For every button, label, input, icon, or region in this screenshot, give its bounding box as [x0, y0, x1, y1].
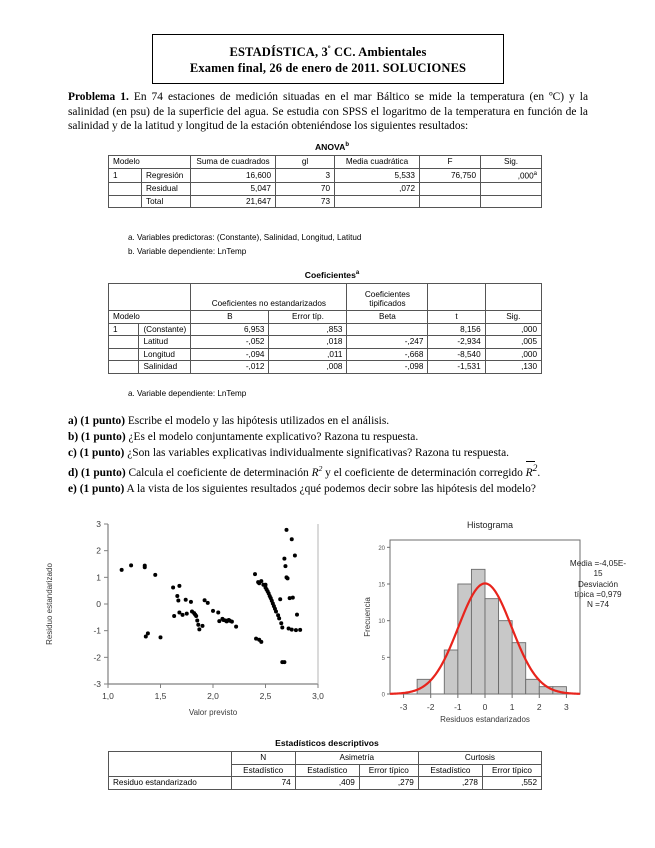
coeficientes-row-t: -1,531 [428, 361, 485, 374]
scatter-y-ticks [93, 519, 108, 689]
coeficientes-table-head [109, 284, 542, 324]
descriptivos-table [108, 751, 542, 790]
svg-text:5: 5 [381, 655, 385, 662]
histogram-plot [340, 512, 652, 727]
svg-text:15: 15 [378, 582, 385, 589]
anova-row-ss: 21,647 [191, 195, 276, 208]
coeficientes-caption [277, 270, 387, 280]
descriptivos-header-group-n: N [231, 752, 295, 765]
coeficientes-caption-text: Coeficientes [304, 270, 356, 280]
question-d-text: Calcula el coeficiente de determinación [125, 467, 312, 480]
coeficientes-row-beta: -,668 [347, 348, 428, 361]
coeficientes-header-sig: Sig. [485, 311, 541, 324]
exam-title-course: ESTADÍSTICA, 3 [229, 45, 328, 60]
question-e-text: A la vista de los siguientes resultados ¿qué podemos decir sobre las hipótesis del modelo? [124, 483, 536, 496]
anova-row-df: 73 [276, 195, 335, 208]
svg-text:1,0: 1,0 [102, 691, 114, 701]
r-squared-symbol: $R^2$ [311, 464, 323, 480]
anova-caption-superscript: b [345, 142, 350, 149]
annotation-tipica: típica =0,979 [574, 590, 622, 599]
r-squared-adjusted-symbol: $R^2$ [525, 464, 538, 480]
question-d-text2: y el coeficiente de determinación corregido [322, 467, 526, 480]
coeficientes-row-sig: ,000 [485, 323, 541, 336]
questions-list [68, 414, 589, 498]
descriptivos-row-name: Residuo estandarizado [109, 777, 232, 790]
coeficientes-row-se: ,008 [269, 361, 347, 374]
anova-row-source: Regresión [142, 168, 191, 182]
scatter-data-points [120, 528, 303, 664]
svg-text:-3: -3 [93, 679, 101, 689]
anova-footnote-b: b. Variable dependiente: LnTemp [128, 247, 247, 256]
anova-row-ms: ,072 [335, 182, 420, 195]
coeficientes-row-beta: -,247 [347, 336, 428, 349]
coeficientes-model-spacer [109, 336, 139, 349]
coeficientes-header-group-no-estandarizados: Coeficientes no estandarizados [191, 284, 347, 311]
anova-row-source: Total [142, 195, 191, 208]
svg-text:2,0: 2,0 [207, 691, 219, 701]
anova-model-spacer [109, 195, 142, 208]
question-e-points: (1 punto) [79, 483, 125, 496]
question-c [68, 446, 589, 461]
anova-table-head [109, 156, 542, 169]
question-b-id: b) [68, 431, 79, 444]
anova-row-source: Residual [142, 182, 191, 195]
question-c-points: (1 punto) [79, 447, 125, 460]
question-a-points: (1 punto) [80, 415, 125, 427]
question-c-id: c) [68, 447, 77, 460]
descriptivos-row-curtosis-err: ,552 [482, 777, 541, 790]
descriptivos-group-row [109, 752, 542, 765]
coeficientes-header-blank-sig [485, 284, 541, 311]
descriptivos-table-head [109, 752, 542, 777]
coeficientes-row-name: (Constante) [139, 323, 191, 336]
svg-text:10: 10 [378, 619, 385, 626]
ordinal-superscript: º [327, 44, 331, 53]
scatter-axes [108, 524, 318, 684]
coeficientes-header-row [109, 311, 542, 324]
coeficientes-row-t: -8,540 [428, 348, 485, 361]
coeficientes-row-name: Longitud [139, 348, 191, 361]
anova-header-sig: Sig. [481, 156, 542, 169]
anova-header-suma-cuadrados: Suma de cuadrados [191, 156, 276, 169]
histogram-title: Histograma [466, 520, 514, 530]
problem-statement [68, 90, 588, 134]
anova-header-gl: gl [276, 156, 335, 169]
scatter-plot [30, 512, 340, 727]
annotation-desviacion: Desviación [577, 580, 619, 589]
annotation-media: Media =-4,05E- [569, 559, 627, 568]
svg-text:3: 3 [96, 519, 101, 529]
anova-row-f [420, 195, 481, 208]
svg-text:20: 20 [378, 545, 385, 552]
coeficientes-row-sig: ,005 [485, 336, 541, 349]
anova-model-spacer [109, 182, 142, 195]
coeficientes-header-beta: Beta [347, 311, 428, 324]
coeficientes-row-t: 8,156 [428, 323, 485, 336]
coeficientes-header-group-tipificados: Coeficientes tipificados [347, 284, 428, 311]
anova-table-body [109, 168, 542, 208]
coeficientes-header-blank-t [428, 284, 485, 311]
anova-model-number: 1 [109, 168, 142, 182]
descriptivos-subheader-asimetria-error: Error típico [359, 764, 418, 777]
question-d-text3: . [537, 467, 541, 480]
table-row [109, 348, 542, 361]
anova-header-row [109, 156, 542, 169]
table-row [109, 168, 542, 182]
coeficientes-row-se: ,011 [269, 348, 347, 361]
scatter-y-axis-label: Residuo estandarizado [45, 563, 54, 645]
svg-text:2: 2 [536, 702, 542, 712]
anova-row-sig-superscript: a [533, 170, 537, 177]
svg-text:-1: -1 [454, 702, 462, 712]
anova-row-ms: 5,533 [335, 168, 420, 182]
scatter-x-axis-label: Valor previsto [188, 708, 238, 717]
descriptivos-subheader-curtosis-estadistico: Estadístico [418, 764, 482, 777]
table-row [109, 195, 542, 208]
coeficientes-row-beta [347, 323, 428, 336]
question-a-text: Escribe el modelo y las hipótesis utilizados en el análisis. [124, 415, 390, 427]
svg-text:-3: -3 [399, 702, 408, 712]
table-row [109, 323, 542, 336]
descriptivos-row-curtosis-est: ,278 [418, 777, 482, 790]
coeficientes-table [108, 283, 542, 374]
scatter-plot-svg [30, 512, 340, 727]
table-row [109, 182, 542, 195]
table-row [109, 361, 542, 374]
question-a [68, 414, 589, 429]
descriptivos-row-asimetria-err: ,279 [359, 777, 418, 790]
svg-text:-2: -2 [426, 702, 435, 712]
coeficientes-header-error-tip: Error típ. [269, 311, 347, 324]
histogram-x-axis-label: Residuos estandarizados [440, 715, 530, 724]
anova-header-modelo: Modelo [109, 156, 191, 169]
problem-label: Problema 1. [68, 91, 129, 103]
svg-text:-2: -2 [93, 652, 101, 663]
coeficientes-table-body [109, 323, 542, 373]
histogram-annotation [570, 559, 626, 609]
coeficientes-row-b: -,052 [191, 336, 269, 349]
coeficientes-header-b: B [191, 311, 269, 324]
coeficientes-row-sig: ,130 [485, 361, 541, 374]
svg-text:0: 0 [381, 692, 385, 699]
descriptivos-subheader-curtosis-error: Error típico [482, 764, 541, 777]
svg-text:2: 2 [96, 545, 101, 556]
anova-row-ms [335, 195, 420, 208]
table-row [109, 336, 542, 349]
coeficientes-row-b: 6,953 [191, 323, 269, 336]
svg-text:1: 1 [509, 702, 515, 712]
exam-title-line-2: Examen final, 26 de enero de 2011. SOLUCIONES [189, 61, 467, 76]
scatter-x-ticks [102, 684, 324, 701]
problem-text: En 74 estaciones de medición situadas en el mar Báltico se mide la temperatura (en ºC) y la salinidad (en psu) de la superficie del agua. Se estudia con SPSS el logaritmo de la temperatura en función de la salinidad y de la latitud y longitud de la estación obteniéndose los siguientes resultados: [68, 91, 588, 133]
question-e [68, 482, 589, 497]
coeficientes-row-se: ,853 [269, 323, 347, 336]
anova-table [108, 155, 542, 208]
anova-row-df: 3 [276, 168, 335, 182]
coeficientes-row-b: -,012 [191, 361, 269, 374]
coeficientes-row-sig: ,000 [485, 348, 541, 361]
anova-header-media-cuadratica: Media cuadrática [335, 156, 420, 169]
coeficientes-model-spacer [109, 361, 139, 374]
descriptivos-row-asimetria-est: ,409 [295, 777, 359, 790]
anova-footnote-a: a. Variables predictoras: (Constante), Salinidad, Longitud, Latitud [128, 233, 362, 242]
svg-text:2,5: 2,5 [259, 691, 272, 701]
coeficientes-caption-superscript: a [355, 270, 360, 277]
question-d-id: d) [68, 467, 79, 480]
anova-row-sig-value: ,000 [517, 171, 534, 181]
descriptivos-caption: Estadísticos descriptivos [275, 738, 379, 748]
anova-row-f [420, 182, 481, 195]
annotation-n: N =74 [586, 600, 610, 609]
descriptivos-header-corner [109, 752, 232, 777]
svg-text:1: 1 [96, 572, 101, 583]
histogram-svg [340, 512, 652, 727]
svg-text:3,0: 3,0 [312, 691, 324, 701]
question-d-points: (1 punto) [81, 467, 126, 480]
question-e-id: e) [68, 483, 77, 496]
question-d [68, 462, 589, 480]
descriptivos-subheader-asimetria-estadistico: Estadístico [295, 764, 359, 777]
histogram-y-axis-label: Frecuencia [363, 597, 372, 637]
svg-text:-1: -1 [93, 625, 101, 636]
coeficientes-row-t: -2,934 [428, 336, 485, 349]
histogram-y-ticks [378, 546, 390, 699]
coeficientes-model-spacer [109, 348, 139, 361]
anova-row-df: 70 [276, 182, 335, 195]
svg-text:0: 0 [96, 599, 101, 609]
coeficientes-row-beta: -,098 [347, 361, 428, 374]
anova-row-f: 76,750 [420, 168, 481, 182]
anova-row-sig [481, 168, 542, 182]
exam-title-line-1 [157, 41, 499, 60]
descriptivos-table-body [109, 777, 542, 790]
question-c-text: ¿Son las variables explicativas individualmente significativas? Razona tu respuesta. [124, 447, 509, 460]
coeficientes-header-group-row [109, 284, 542, 311]
table-row [109, 777, 542, 790]
descriptivos-header-group-asimetria: Asimetría [295, 752, 418, 765]
coeficientes-header-modelo: Modelo [109, 311, 191, 324]
coeficientes-row-name: Latitud [139, 336, 191, 349]
question-b-points: (1 punto) [81, 431, 126, 444]
svg-text:3: 3 [564, 702, 569, 712]
anova-row-ss: 5,047 [191, 182, 276, 195]
descriptivos-subheader-n-estadistico: Estadístico [231, 764, 295, 777]
svg-text:1,5: 1,5 [154, 691, 167, 701]
coeficientes-header-corner [109, 284, 191, 311]
coeficientes-header-t: t [428, 311, 485, 324]
anova-header-f: F [420, 156, 481, 169]
question-a-id: a) [68, 415, 78, 427]
question-b [68, 430, 589, 445]
coeficientes-model-number: 1 [109, 323, 139, 336]
question-b-text: ¿Es el modelo conjuntamente explicativo? Razona tu respuesta. [125, 431, 419, 444]
anova-caption [277, 142, 387, 152]
descriptivos-header-group-curtosis: Curtosis [418, 752, 541, 765]
coeficientes-footnote-a: a. Variable dependiente: LnTemp [128, 389, 247, 398]
anova-row-ss: 16,600 [191, 168, 276, 182]
exam-title-course-tail: CC. Ambientales [330, 45, 427, 60]
histogram-x-ticks [400, 694, 569, 712]
anova-row-sig [481, 195, 542, 208]
annotation-media-exp: 15 [593, 569, 603, 578]
coeficientes-row-se: ,018 [269, 336, 347, 349]
svg-text:0: 0 [482, 702, 488, 712]
coeficientes-row-name: Salinidad [139, 361, 191, 374]
exam-title-box [152, 34, 504, 84]
descriptivos-row-n: 74 [231, 777, 295, 790]
coeficientes-row-b: -,094 [191, 348, 269, 361]
anova-caption-text: ANOVA [314, 142, 346, 152]
anova-row-sig [481, 182, 542, 195]
